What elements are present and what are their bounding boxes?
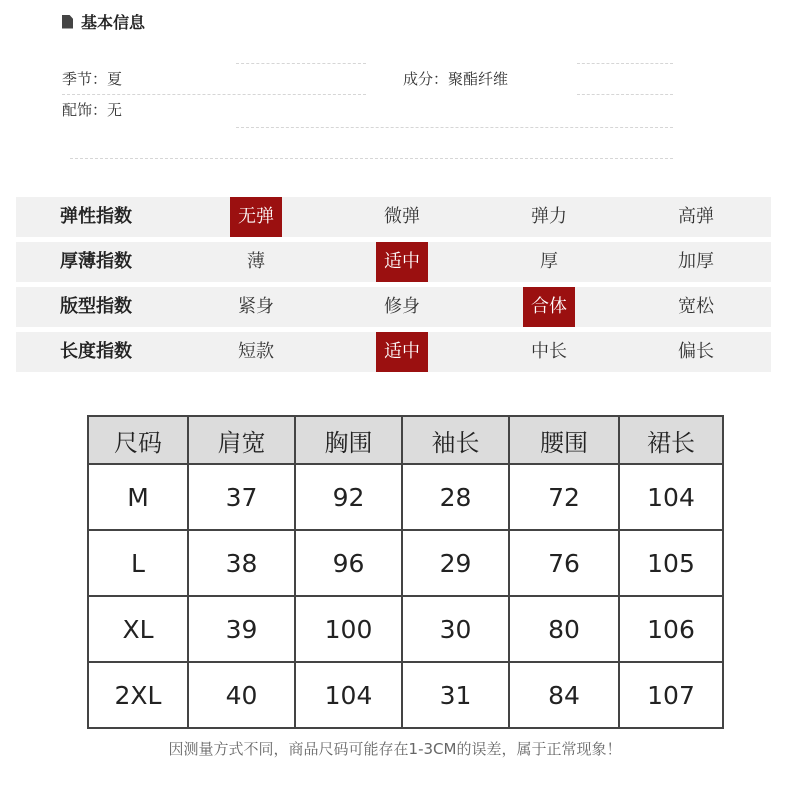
divider — [236, 127, 673, 128]
column-header: 尺码 — [88, 416, 188, 464]
size-cell: L — [88, 530, 188, 596]
column-header: 袖长 — [402, 416, 509, 464]
accessory-info — [62, 99, 122, 120]
attribute-table — [16, 197, 771, 377]
measurement-cell: 80 — [509, 596, 619, 662]
attribute-name: 厚薄指数 — [60, 251, 132, 272]
attribute-row — [16, 332, 771, 372]
measurement-cell: 37 — [188, 464, 295, 530]
accessory-label: 配饰： — [62, 101, 108, 119]
measurement-cell: 40 — [188, 662, 295, 728]
attribute-option: 中长 — [531, 341, 567, 362]
measurement-cell: 39 — [188, 596, 295, 662]
measurement-cell: 30 — [402, 596, 509, 662]
size-table — [87, 415, 724, 729]
size-cell: M — [88, 464, 188, 530]
attribute-option-selected: 适中 — [376, 332, 428, 372]
attribute-option: 宽松 — [678, 296, 714, 317]
measurement-cell: 38 — [188, 530, 295, 596]
column-header: 胸围 — [295, 416, 402, 464]
measurement-cell: 105 — [619, 530, 723, 596]
size-cell: 2XL — [88, 662, 188, 728]
attribute-row — [16, 197, 771, 237]
attribute-option: 弹力 — [531, 206, 567, 227]
season-value: 夏 — [107, 70, 123, 88]
attribute-option-selected: 适中 — [376, 242, 428, 282]
size-cell: XL — [88, 596, 188, 662]
measurement-cell: 31 — [402, 662, 509, 728]
document-icon — [62, 15, 73, 29]
attribute-option: 偏长 — [678, 341, 714, 362]
material-value: 聚酯纤维 — [448, 70, 509, 88]
measurement-cell: 96 — [295, 530, 402, 596]
attribute-name: 版型指数 — [60, 296, 132, 317]
season-info — [62, 68, 122, 89]
table-row — [88, 662, 723, 728]
table-header-row — [88, 416, 723, 464]
material-label: 成分： — [403, 70, 449, 88]
measurement-cell: 107 — [619, 662, 723, 728]
section-title-text: 基本信息 — [81, 13, 146, 32]
table-row — [88, 530, 723, 596]
attribute-name: 弹性指数 — [60, 206, 132, 227]
attribute-option: 短款 — [238, 341, 274, 362]
measurement-cell: 104 — [295, 662, 402, 728]
attribute-option: 薄 — [247, 251, 265, 272]
measurement-cell: 72 — [509, 464, 619, 530]
attribute-name: 长度指数 — [60, 341, 132, 362]
column-header: 裙长 — [619, 416, 723, 464]
measurement-cell: 28 — [402, 464, 509, 530]
divider — [577, 63, 673, 64]
attribute-option-selected: 无弹 — [230, 197, 282, 237]
attribute-option: 修身 — [384, 296, 420, 317]
measurement-cell: 106 — [619, 596, 723, 662]
attribute-option-selected: 合体 — [523, 287, 575, 327]
attribute-row — [16, 242, 771, 282]
material-info — [403, 68, 508, 89]
attribute-option: 微弹 — [384, 206, 420, 227]
attribute-option: 紧身 — [238, 296, 274, 317]
measurement-cell: 100 — [295, 596, 402, 662]
column-header: 腰围 — [509, 416, 619, 464]
divider — [577, 94, 673, 95]
measurement-note: 因测量方式不同，商品尺码可能存在1-3CM的误差，属于正常现象！ — [168, 740, 622, 758]
attribute-option: 厚 — [540, 251, 558, 272]
attribute-option: 高弹 — [678, 206, 714, 227]
divider — [70, 158, 673, 159]
attribute-option: 加厚 — [678, 251, 714, 272]
attribute-row — [16, 287, 771, 327]
season-label: 季节： — [62, 70, 108, 88]
measurement-cell: 84 — [509, 662, 619, 728]
table-row — [88, 464, 723, 530]
measurement-cell: 92 — [295, 464, 402, 530]
measurement-cell: 104 — [619, 464, 723, 530]
divider — [236, 63, 366, 64]
section-title — [62, 10, 145, 33]
measurement-cell: 76 — [509, 530, 619, 596]
measurement-cell: 29 — [402, 530, 509, 596]
accessory-value: 无 — [107, 101, 123, 119]
column-header: 肩宽 — [188, 416, 295, 464]
table-row — [88, 596, 723, 662]
divider — [62, 94, 366, 95]
